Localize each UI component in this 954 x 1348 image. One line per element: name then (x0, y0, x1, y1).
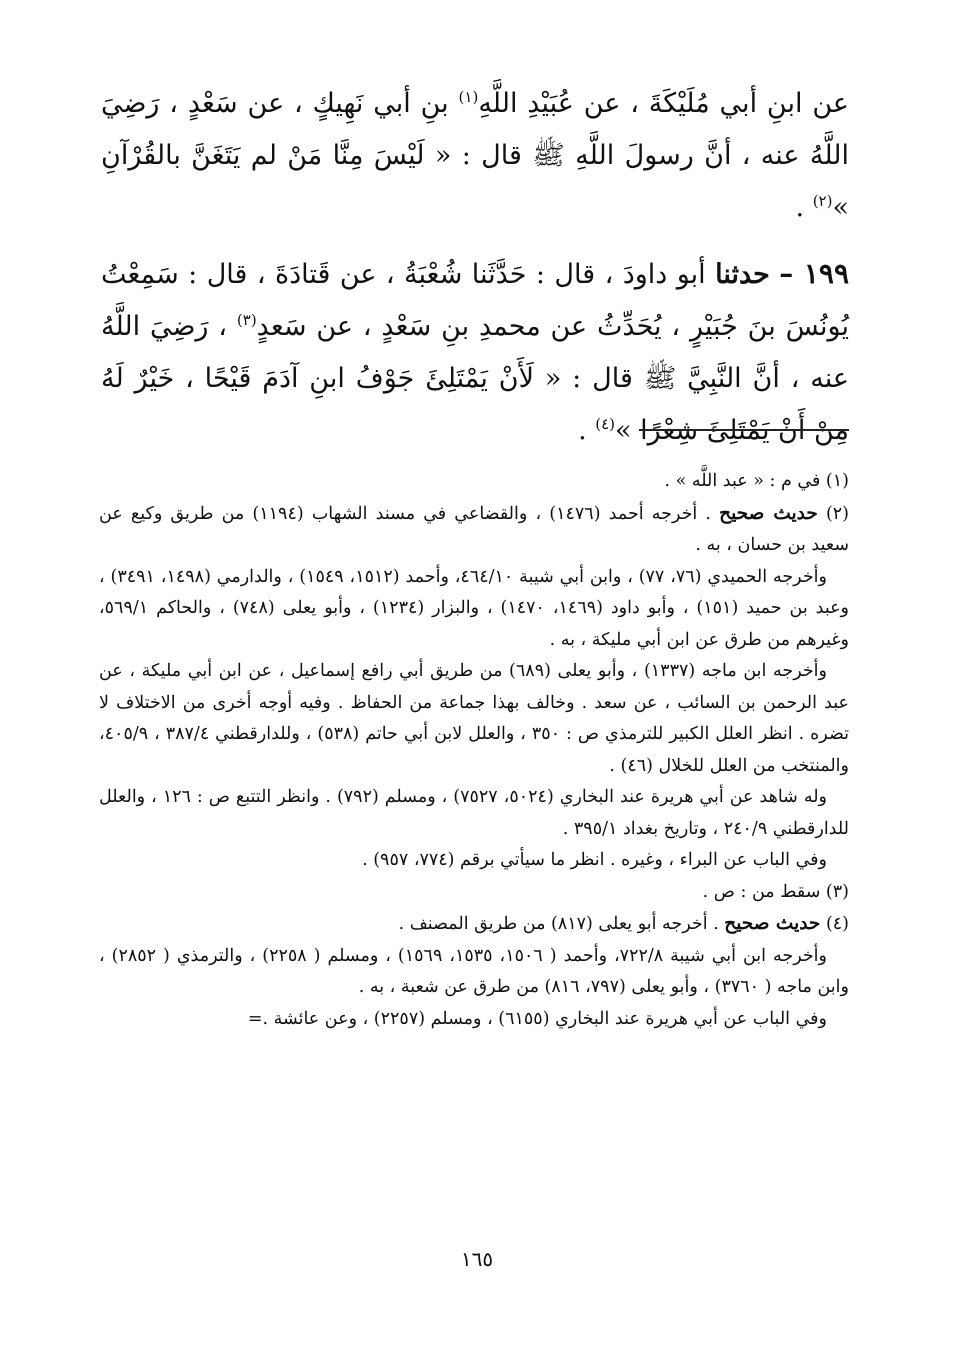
footnote-label: (٤) (825, 914, 849, 934)
hadith-198-continuation (101, 78, 849, 234)
footnote-2-paragraph: وأخرجه ابن ماجه (١٣٣٧) ، وأبو يعلى (٦٨٩) من طريق أبي رافع إسماعيل ، عن ابن أبي مليكة ، عن عبد الرحمن بن السائب ، عن سعد . وخالف بهذا جماعة من الحفاظ . وفيه أوجه أخرى من الاختلاف لا تضره . انظر العلل الكبير للترمذي ص : ٣٥٠ ، والعلل لابن أبي حاتم (٥٣٨) ، وللدارقطني ٣٨٧/٤ ، ٤٠٥/٩، والمنتخب من العلل للخلال (٤٦) . (99, 661, 850, 776)
grading-label: حديث صحيح (724, 913, 821, 934)
footnote-2-paragraph: وفي الباب عن البراء ، وغيره . انظر ما سيأتي برقم (٧٧٤، ٩٥٧) . (362, 850, 827, 870)
footnote-2-paragraph: وله شاهد عن أبي هريرة عند البخاري (٥٠٢٤، ٧٥٢٧) ، ومسلم (٧٩٢) . وانظر التتبع ص : ١٢٦ ، والعلل للدارقطني ٢٤٠/٩ ، وتاريخ بغداد ٣٩٥/١ . (99, 787, 849, 839)
hadith-opening: حدثنا (715, 259, 770, 290)
footnote-label: (٢) (825, 503, 849, 524)
footnote-2 (99, 498, 849, 562)
footnote-3: (٣) سقط من : ص . (702, 881, 849, 902)
footnote-4 (99, 908, 849, 941)
footnote-marker-4: (٤) (595, 415, 616, 433)
grading-label: حديث صحيح (719, 502, 818, 524)
footnote-2-paragraph: وأخرجه الحميدي (٧٦، ٧٧) ، وابن أبي شيبة ٤٦٤/١٠، وأحمد (١٥١٢، ١٥٤٩) ، والدارمي (١٤٩٨، ٣٤٩١) ، وعبد بن حميد (١٥١) ، وأبو داود (١٤٦٩، ١٤٧٠) ، والبزار (١٢٣٤) ، وأبو يعلى (٧٤٨) ، والحاكم ٥٦٩/١، وغيرهم من طرق عن ابن أبي مليكة ، به . (99, 566, 849, 650)
footnote-separator (639, 429, 849, 431)
main-text (101, 78, 849, 457)
footnote-4-paragraph: وأخرجه ابن أبي شيبة ٧٢٢/٨، وأحمد ( ١٥٠٦، ١٥٣٥، ١٥٦٩) ، ومسلم ( ٢٢٥٨) ، والترمذي ( ٢٨٥٢) ، وابن ماجه ( ٣٧٦٠) ، وأبو يعلى (٧٩٧، ٨١٦) من طرق عن شعبة ، به . (99, 945, 849, 997)
text-segment: . (578, 415, 587, 446)
hadith-number: ١٩٩ – (779, 257, 849, 290)
text-segment: أبو داودَ ، قال : حَدَّثَنا شُعْبَةُ ، عن قَتادَةَ ، قال : سَمِعْتُ يُونُسَ بنَ جُبَيْرٍ ، يُحَدِّثُ عن محمدِ بنِ سَعْدٍ ، عن سَعدٍ (101, 259, 849, 342)
page-number: ١٦٥ (460, 1247, 494, 1271)
footnote-text: . أخرجه أحمد (١٤٧٦) ، والقضاعي في مسند الشهاب (١١٩٤) من طريق وكيع عن سعيد بن حسان ، به . (99, 503, 849, 555)
footnote-marker-2: (٢) (812, 192, 833, 210)
hadith-199 (101, 248, 849, 457)
footnote-4-paragraph: وفي الباب عن أبي هريرة عند البخاري (٦١٥٥) ، ومسلم (٢٢٥٧) ، وعن عائشة .= (247, 1008, 827, 1029)
text-segment: عن ابنِ أبي مُلَيْكَةَ ، عن عُبَيْدِ اللَّهِ (478, 88, 849, 119)
footnote-marker-3: (٣) (236, 311, 257, 329)
text-segment: . (795, 192, 805, 223)
footnote-text: . أخرجه أبو يعلى (٨١٧) من طريق المصنف . (398, 914, 719, 934)
footnote-marker-1: (١) (458, 88, 479, 106)
footnotes (99, 466, 849, 1035)
text-segment: ، رَضِيَ اللَّهُ عنه ، أنَّ النَّبِيَّ ﷺ قال : « لَأَنْ يَمْتَلِئَ جَوْفُ ابنِ آدَمَ قَيْحًا ، خَيْرٌ لَهُ مِنْ أَنْ يَمْتَلِئَ شِعْرًا » (101, 311, 849, 446)
text-segment: بنِ أبي نَهِيكٍ ، عن سَعْدٍ ، رَضِيَ اللَّهُ عنه ، أنَّ رسولَ اللَّهِ ﷺ قال : « لَيْسَ مِنَّا مَنْ لم يَتَغَنَّ بالقُرْآنِ » (101, 88, 849, 223)
footnote-1: (١) في م : « عبد اللَّه » . (664, 471, 849, 491)
